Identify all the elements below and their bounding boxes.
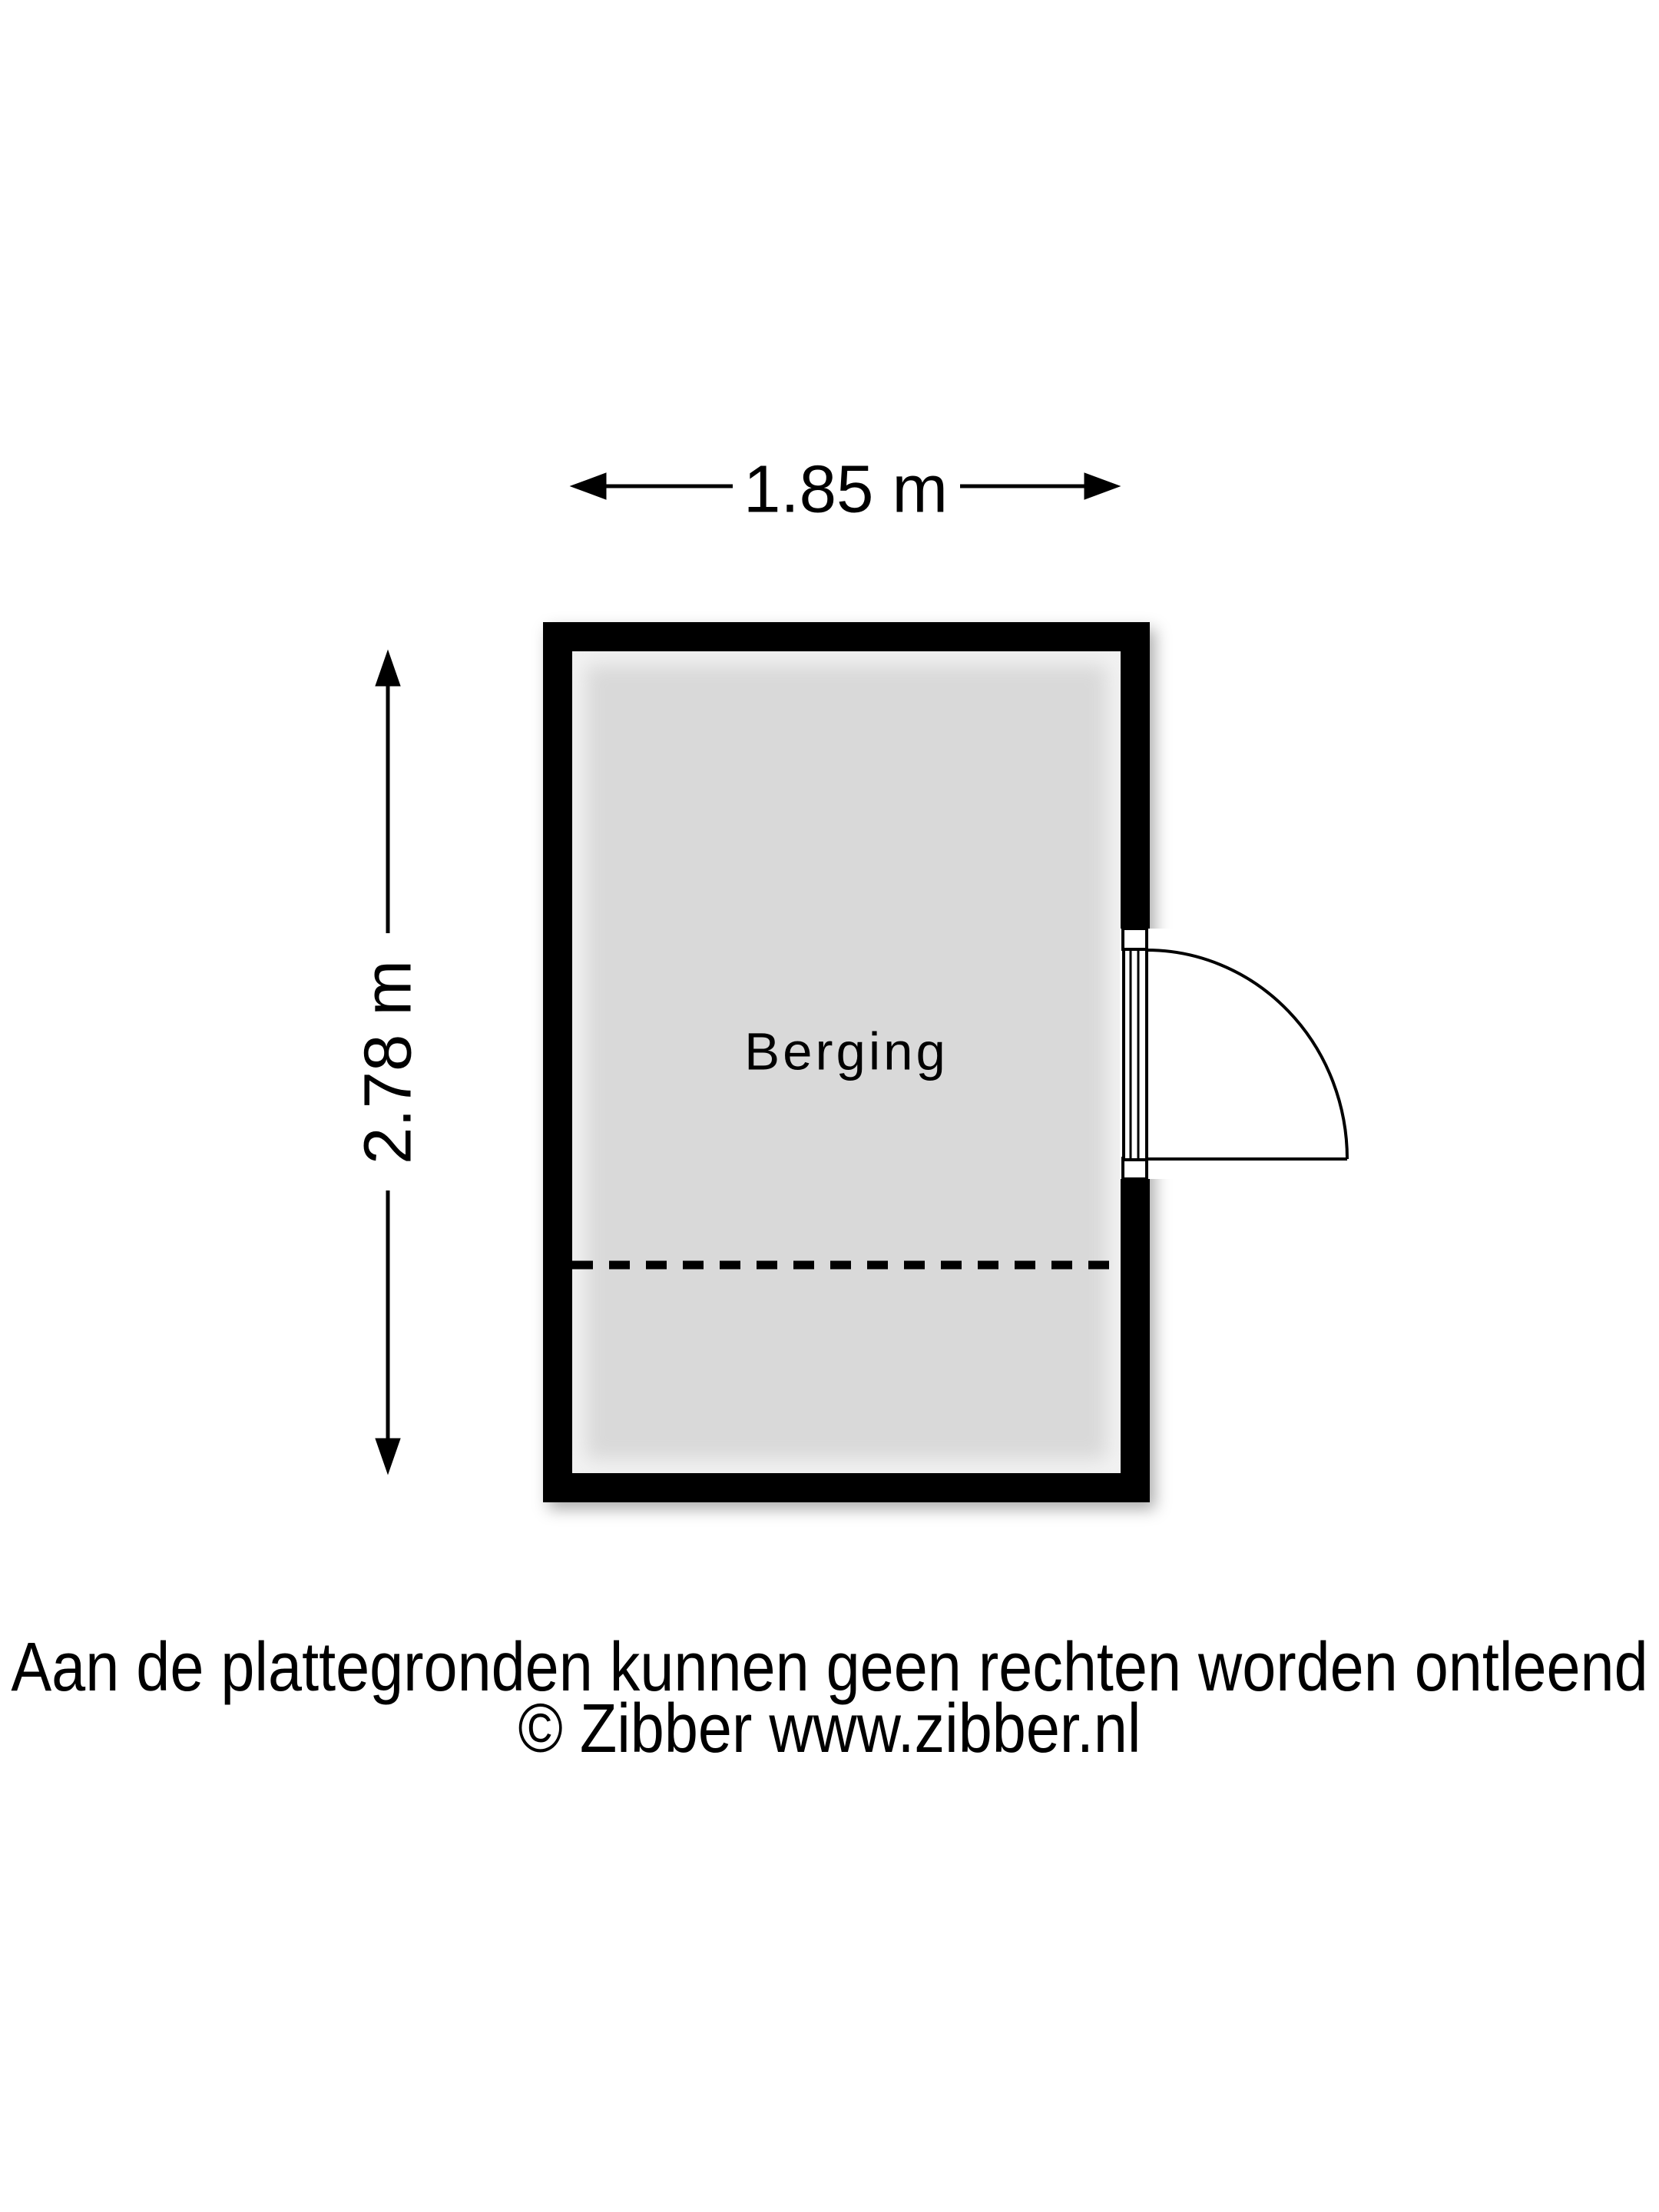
door-swing-arc	[1147, 950, 1347, 1159]
arrowhead-left-icon	[571, 473, 606, 499]
door	[1120, 929, 1347, 1179]
arrowhead-up-icon	[376, 651, 400, 686]
disclaimer-line2: © Zibber www.zibber.nl	[518, 1690, 1141, 1767]
door-frame-bottom	[1123, 1158, 1147, 1179]
height-dimension-label: 2.78 m	[350, 960, 426, 1164]
door-leaf	[1124, 949, 1147, 1160]
arrowhead-right-icon	[1084, 473, 1120, 499]
arrowhead-down-icon	[376, 1439, 400, 1474]
width-dimension-label: 1.85 m	[743, 452, 948, 527]
door-frame-top	[1123, 929, 1147, 949]
room-label: Berging	[744, 1022, 949, 1081]
disclaimer-line1: Aan de plattegronden kunnen geen rechten worden ontleend	[11, 1629, 1648, 1706]
